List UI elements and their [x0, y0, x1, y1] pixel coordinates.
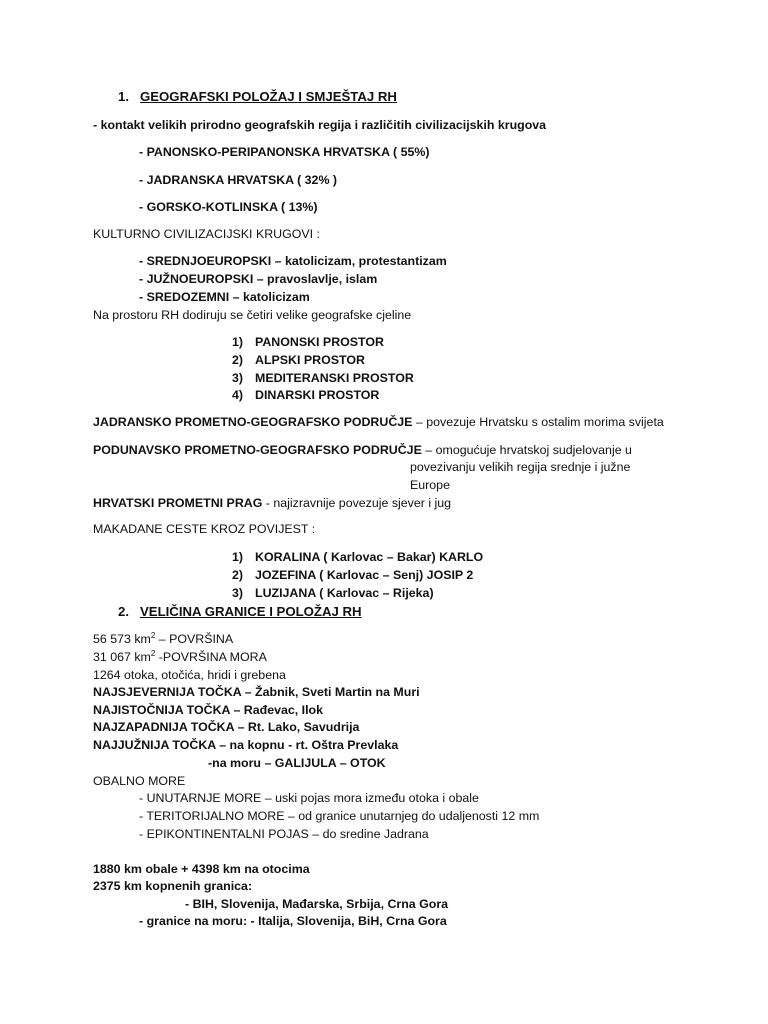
road-item: KORALINA ( Karlovac – Bakar) KARLO: [255, 550, 484, 564]
area-value: 56 573 km: [93, 632, 151, 646]
section-1-intro: - kontakt velikih prirodno geografskih regija i različitih civilizacijskih krugova: [93, 118, 547, 132]
road-item: LUZIJANA ( Karlovac – Rijeka): [255, 586, 434, 600]
area-label: – POVRŠINA: [155, 632, 234, 646]
sea-area-unit-sup: 2: [150, 648, 156, 658]
sea-border-neighbours: - granice na moru: - Italija, Slovenija, BiH, Crna Gora: [139, 914, 447, 928]
west-desc: – Rt. Lako, Savudrija: [234, 720, 360, 734]
section-1-number: 1.: [118, 89, 129, 104]
east-point-line: [93, 703, 323, 719]
road-number: 1): [232, 550, 244, 564]
north-point-line: [93, 685, 420, 701]
whole-item: PANONSKI PROSTOR: [255, 335, 384, 349]
region-item: - GORSKO-KOTLINSKA ( 13%): [139, 200, 318, 214]
north-desc: – Žabnik, Sveti Martin na Muri: [241, 685, 420, 699]
podunavsko-desc-cont: povezivanju velikih regija srednje i južne: [410, 460, 631, 474]
land-neighbours: - BIH, Slovenija, Mađarska, Srbija, Crna Gora: [185, 897, 449, 911]
circle-item: - JUŽNOEUROPSKI – pravoslavlje, islam: [139, 272, 378, 286]
road-number: 3): [232, 586, 244, 600]
wholes-intro: Na prostoru RH dodiruju se četiri velike geografske cjeline: [93, 308, 412, 322]
sea-area-value: 31 067 km: [93, 650, 151, 664]
prag-line: [93, 496, 451, 512]
whole-number: 3): [232, 371, 244, 385]
south-point-sea: -na moru – GALIJULA – OTOK: [208, 756, 386, 770]
obalno-item: - UNUTARNJE MORE – uski pojas mora između otoka i obale: [139, 791, 479, 805]
circles-heading: KULTURNO CIVILIZACIJSKI KRUGOVI :: [93, 227, 320, 241]
west-term: NAJZAPADNIJA TOČKA: [93, 720, 235, 734]
road-item: JOZEFINA ( Karlovac – Senj) JOSIP 2: [255, 568, 474, 582]
jadransko-desc: – povezuje Hrvatsku s ostalim morima svijeta: [412, 415, 664, 429]
sea-area-line: [93, 650, 267, 666]
whole-number: 1): [232, 335, 244, 349]
east-term: NAJISTOČNIJA TOČKA: [93, 703, 231, 717]
prag-term: HRVATSKI PROMETNI PRAG: [93, 496, 263, 510]
sea-area-label: -POVRŠINA MORA: [155, 650, 267, 664]
podunavsko-line: [93, 443, 632, 459]
podunavsko-desc-cont: Europe: [410, 478, 450, 492]
jadransko-term: JADRANSKO PROMETNO-GEOGRAFSKO PODRUČJE: [93, 415, 413, 429]
roads-heading: MAKADANE CESTE KROZ POVIJEST :: [93, 522, 316, 536]
whole-item: DINARSKI PROSTOR: [255, 388, 380, 402]
coast-length: 1880 km obale + 4398 km na otocima: [93, 862, 310, 876]
section-1-title: GEOGRAFSKI POLOŽAJ I SMJEŠTAJ RH: [140, 89, 397, 104]
obalno-item: - EPIKONTINENTALNI POJAS – do sredine Jadrana: [139, 827, 429, 841]
whole-item: ALPSKI PROSTOR: [255, 353, 365, 367]
road-number: 2): [232, 568, 244, 582]
north-term: NAJSJEVERNIJA TOČKA: [93, 685, 242, 699]
podunavsko-term: PODUNAVSKO PROMETNO-GEOGRAFSKO PODRUČJE: [93, 443, 422, 457]
area-unit-sup: 2: [150, 630, 156, 640]
obalno-heading: OBALNO MORE: [93, 774, 186, 788]
west-point-line: [93, 720, 359, 736]
south-point-line: [93, 738, 398, 754]
prag-desc: - najizravnije povezuje sjever i jug: [262, 496, 452, 510]
south-desc: – na kopnu - rt. Oštra Prevlaka: [215, 738, 399, 752]
land-border-length: 2375 km kopnenih granica:: [93, 879, 253, 893]
region-item: - JADRANSKA HRVATSKA ( 32% ): [139, 173, 338, 187]
circle-item: - SREDNJOEUROPSKI – katolicizam, protestantizam: [139, 254, 447, 268]
east-desc: – Rađevac, Ilok: [230, 703, 323, 717]
south-term: NAJJUŽNIJA TOČKA: [93, 738, 216, 752]
podunavsko-desc: – omogućuje hrvatskoj sudjelovanje u: [421, 443, 632, 457]
region-item: - PANONSKO-PERIPANONSKA HRVATSKA ( 55%): [139, 145, 430, 159]
jadransko-line: [93, 415, 664, 431]
section-2-title: VELIČINA GRANICE I POLOŽAJ RH: [140, 604, 362, 619]
whole-number: 2): [232, 353, 244, 367]
obalno-item: - TERITORIJALNO MORE – od granice unutarnjeg do udaljenosti 12 mm: [139, 809, 540, 823]
whole-number: 4): [232, 388, 244, 402]
circle-item: - SREDOZEMNI – katolicizam: [139, 290, 310, 304]
area-line: [93, 632, 233, 648]
section-2-number: 2.: [118, 604, 129, 619]
whole-item: MEDITERANSKI PROSTOR: [255, 371, 414, 385]
islands-line: 1264 otoka, otočića, hridi i grebena: [93, 668, 286, 682]
